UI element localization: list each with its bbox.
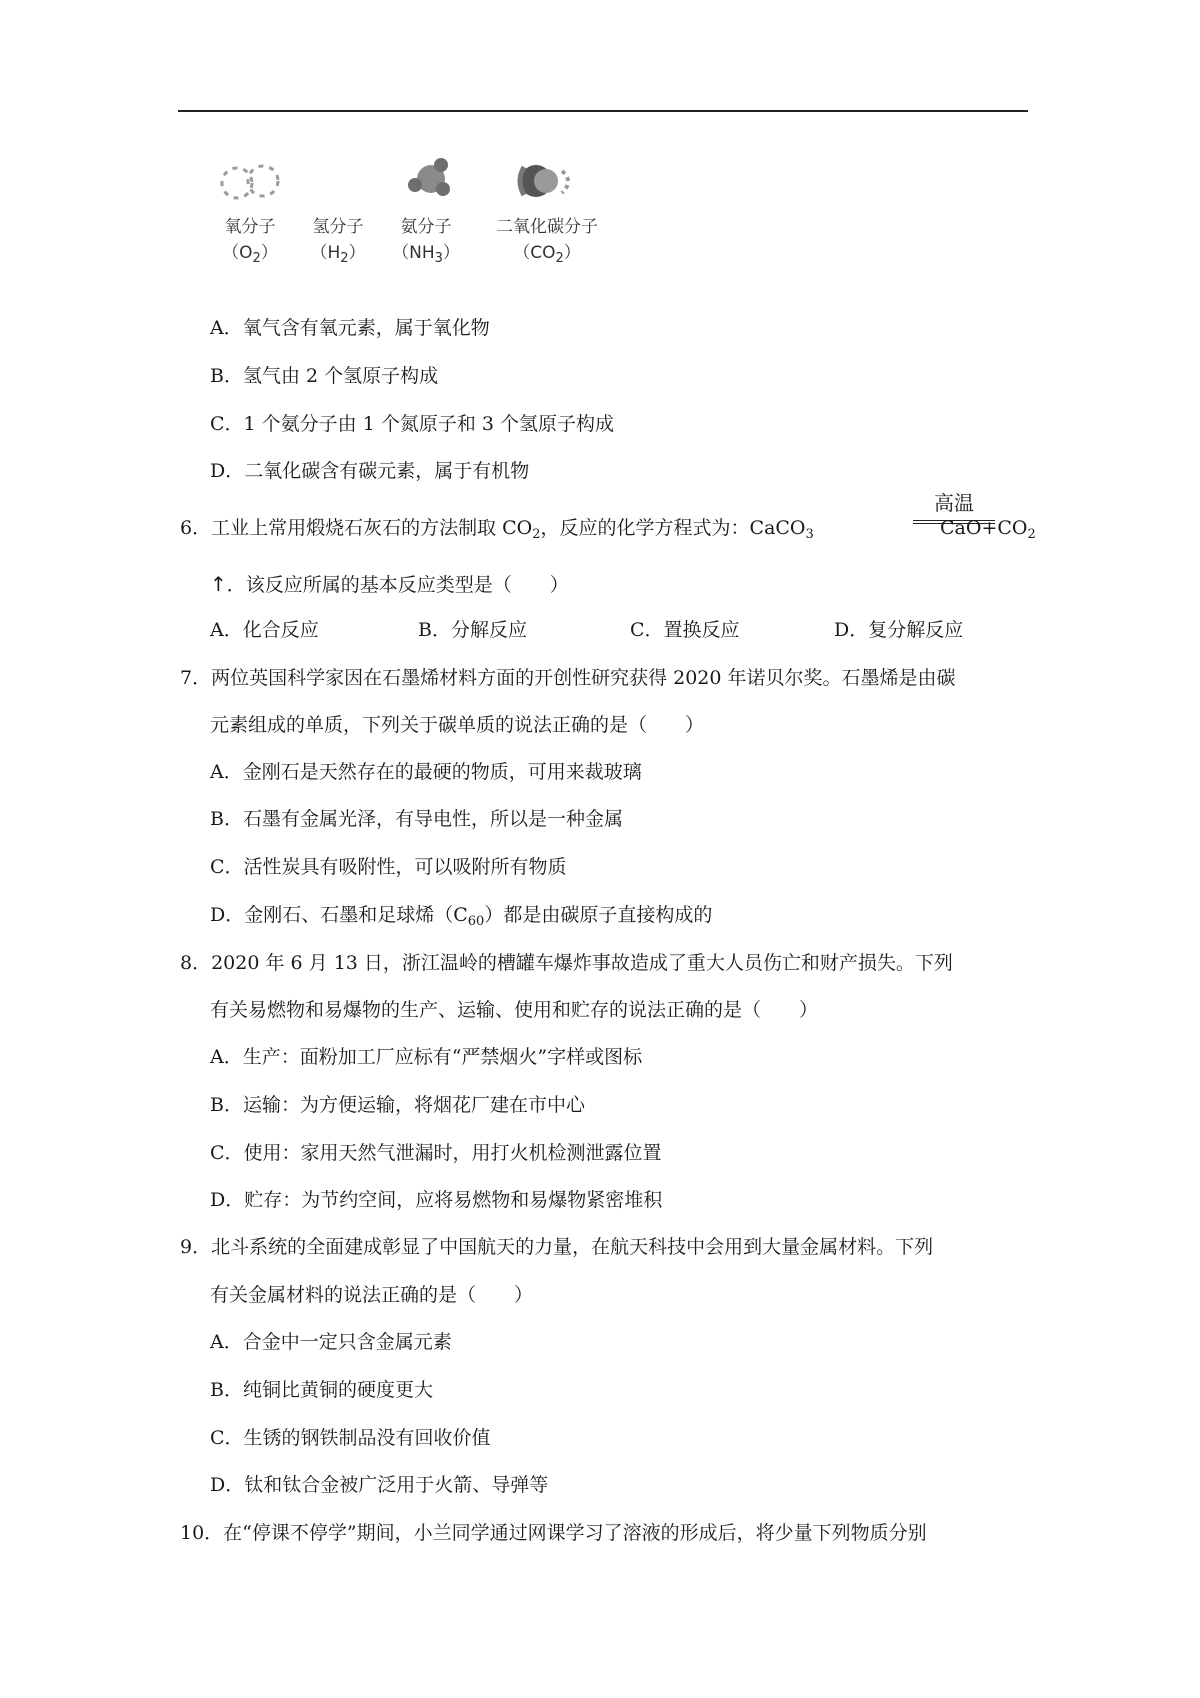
q5-option-d: D．二氧化碳含有碳元素，属于有机物: [210, 460, 530, 482]
q9-option-d: D．钛和钛合金被广泛用于火箭、导弹等: [210, 1474, 549, 1496]
q10-stem-line1: 10．在“停课不停学”期间，小兰同学通过网课学习了溶液的形成后，将少量下列物质分别: [180, 1522, 927, 1544]
q8-stem-line1: 8．2020 年 6 月 13 日，浙江温岭的槽罐车爆炸事故造成了重大人员伤亡和财产损失。下列: [180, 952, 953, 974]
q8-option-d: D．贮存：为节约空间，应将易燃物和易爆物紧密堆积: [210, 1189, 663, 1211]
molecule-formula: $(CO_2)$: [513, 243, 581, 266]
reaction-condition-label: 高温: [934, 491, 974, 515]
q8-option-b: B．运输：为方便运输，将烟花厂建在市中心: [210, 1094, 585, 1116]
q7-option-a: A．金刚石是天然存在的最硬的物质，可用来裁玻璃: [210, 761, 642, 783]
molecule-name: 氨分子: [400, 217, 452, 237]
q7-option-b: B．石墨有金属光泽，有导电性，所以是一种金属: [210, 808, 623, 830]
q6-stem-line2: ↑．该反应所属的基本反应类型是（ ）: [210, 572, 569, 596]
q9-option-c: C．生锈的钢铁制品没有回收价值: [210, 1427, 491, 1449]
q7-option-c: C．活性炭具有吸附性，可以吸附所有物质: [210, 856, 567, 878]
q5-option-a: A．氧气含有氧元素，属于氧化物: [210, 317, 490, 339]
q7-stem-line2: 元素组成的单质，下列关于碳单质的说法正确的是（ ）: [210, 714, 705, 736]
carbon-dioxide-molecule-icon: [502, 155, 592, 205]
q7-option-d: D．金刚石、石墨和足球烯$(C_{60})$都是由碳原子直接构成的: [210, 904, 713, 929]
oxygen-molecule: [215, 155, 285, 267]
hydrogen-molecule: [303, 155, 373, 267]
ammonia-molecule: [387, 155, 465, 267]
q9-option-a: A．合金中一定只含金属元素: [210, 1331, 452, 1353]
q6-stem-line1: 6．工业上常用煅烧石灰石的方法制取 $CO_2$，反应的化学方程式为：CaCO$_3$: [180, 517, 814, 542]
oxygen-molecule-icon: [215, 155, 285, 205]
q8-option-a: A．生产：面粉加工厂应标有“严禁烟火”字样或图标: [210, 1046, 643, 1068]
molecule-formula: $(H_2)$: [310, 243, 366, 266]
molecule-formula: $(NH_3)$: [392, 243, 460, 266]
q5-option-b: B．氢气由 2 个氢原子构成: [210, 365, 439, 387]
molecule-name: 氧分子: [224, 217, 276, 237]
q6-option-b: B．分解反应: [418, 619, 527, 641]
molecule-formula: $(O_2)$: [222, 243, 278, 266]
molecule-figure: [215, 155, 665, 295]
q6-option-c: C．置换反应: [630, 619, 740, 641]
ammonia-molecule-icon: [391, 155, 461, 205]
q8-stem-line2: 有关易燃物和易爆物的生产、运输、使用和贮存的说法正确的是（ ）: [210, 999, 819, 1021]
q6-option-d: D．复分解反应: [834, 619, 964, 641]
q5-option-c: C．1 个氨分子由 1 个氮原子和 3 个氢原子构成: [210, 413, 615, 435]
q7-stem-line1: 7．两位英国科学家因在石墨烯材料方面的开创性研究获得 2020 年诺贝尔奖。石墨烯是由碳: [180, 667, 956, 689]
q9-option-b: B．纯铜比黄铜的硬度更大: [210, 1379, 433, 1401]
q6-products: $CaO+CO_2$: [940, 517, 1036, 542]
q8-option-c: C．使用：家用天然气泄漏时，用打火机检测泄露位置: [210, 1142, 662, 1164]
carbon-dioxide-molecule: [487, 155, 607, 267]
q9-stem-line2: 有关金属材料的说法正确的是（ ）: [210, 1284, 534, 1306]
hydrogen-molecule-icon: [303, 155, 373, 205]
header-rule: [178, 110, 1028, 112]
q9-stem-line1: 9．北斗系统的全面建成彰显了中国航天的力量，在航天科技中会用到大量金属材料。下列: [180, 1236, 934, 1258]
q6-option-a: A．化合反应: [210, 619, 319, 641]
molecule-name: 氢分子: [312, 217, 364, 237]
molecule-name: 二氧化碳分子: [496, 217, 598, 237]
